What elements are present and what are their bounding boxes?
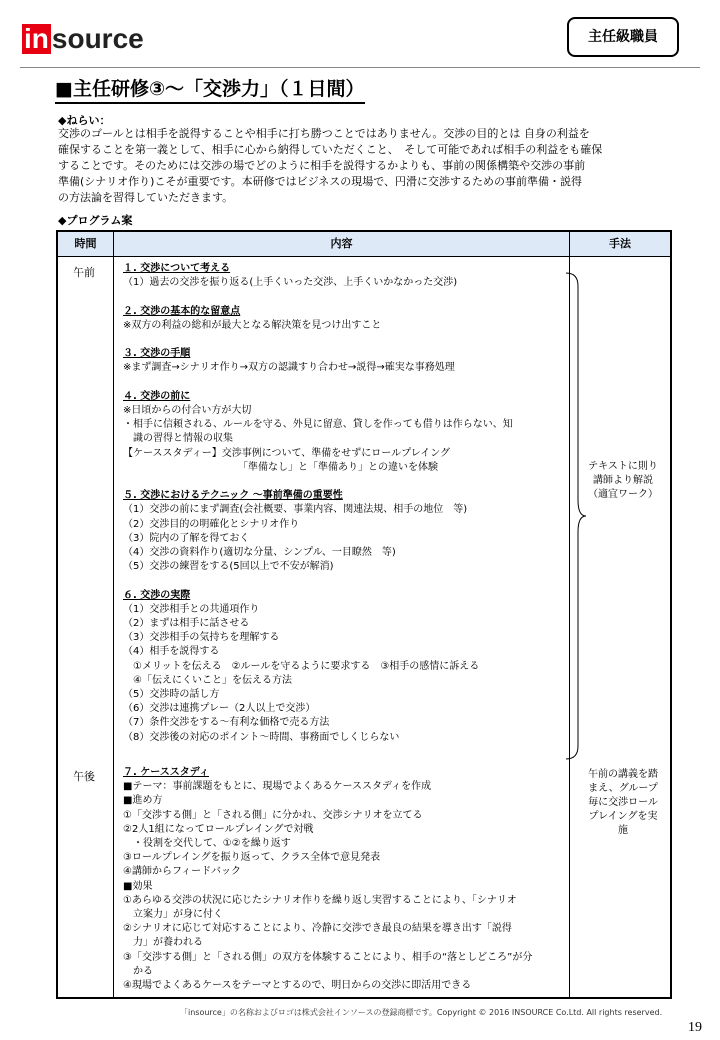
content-line: （1）交渉の前にまず調査(会社概要、事業内容、関連法規、相手の地位 等) [123,504,468,516]
content-line: （3）交渉相手の気持ちを理解する [123,632,280,644]
content-line: ①メリットを伝える ②ルールを守るように要求する ③相手の感情に訴える [123,660,480,672]
header-divider [20,67,700,68]
content-line [123,475,568,489]
content-line: ・役割を交代して、①②を繰り返す [123,838,291,850]
logo-in: in [24,23,49,54]
content-line: （1）交渉相手との共通項作り [123,603,260,615]
insource-logo [22,24,144,54]
content-line: 【ケーススタディー】交渉事例について、準備をせずにロールプレイング [123,447,450,459]
content-line: 「準備なし」と「準備あり」との違いを体験 [123,461,438,473]
content-line: ６. 交渉の実際 [123,589,191,601]
aim-label: ◆ねらい： [58,114,111,127]
content-line: ③「交渉する側」と「される側」の双方を体験することにより、相手の“落としどころ”が分 [123,951,533,963]
content-line: 立案力」が身に付く [123,909,223,921]
logo-source: source [51,23,144,54]
content-line: （7）条件交渉をする～有利な価格で売る方法 [123,717,330,729]
content-line: ■効果 [123,880,153,892]
method-line: 毎に交渉ロール [588,797,658,808]
aim-line: の方法論を習得していただきます。 [58,191,234,204]
method-line: 施 [618,825,628,836]
content-line: ■進め方 [123,795,163,807]
content-line: ※まず調査→シナリオ作り→双方の認識すり合わせ→説得→確実な事務処理 [123,362,455,374]
content-line: かる [123,965,153,977]
column-divider [113,232,114,997]
content-line: （8）交渉後の対応のポイント～時間、事務面でしくじらない [123,731,400,743]
content-line: 識の習得と情報の収集 [123,433,233,445]
program-table [56,230,672,999]
header-content: 内容 [330,237,353,250]
content-line: ・相手に信頼される、ルールを守る、外見に留意、貸しを作っても借りは作らない、知 [123,419,513,431]
level-badge: 主任級職員 [567,17,679,57]
content-line: ③ロールプレイングを振り返って、クラス全体で意見発表 [123,852,381,864]
content-line [123,333,568,347]
content-line [123,376,568,390]
method-line: （適宜ワーク） [588,489,658,500]
content-line [123,574,568,588]
header-time: 時間 [74,237,97,250]
content-line: ※双方の利益の総和が最大となる解決策を見つけ出すこと [123,319,382,331]
copyright-footer: 「insource」の名称およびロゴは株式会社インソースの登録商標です。Copyright © 2016 INSOURCE Co.Ltd. All rights reserved. [180,1008,663,1017]
content-line: ②シナリオに応じて対応することにより、冷静に交渉でき最良の結果を導き出す「説得 [123,923,512,935]
table-header [58,232,670,257]
pm-content [123,766,568,993]
content-line: （6）交渉は連携プレー（2人以上で交渉） [123,703,316,715]
content-line: （5）交渉の練習をする(5回以上で不安が解消) [123,561,334,573]
time-pm: 午後 [73,770,95,783]
method-line: 午前の講義を踏 [588,769,658,780]
content-line: （4）相手を説得する [123,646,220,658]
content-line: ■テーマ：事前課題をもとに、現場でよくあるケーススタディを作成 [123,781,432,793]
content-line: ④講師からフィードバック [123,866,241,878]
content-line: （1）過去の交渉を振り返る(上手くいった交渉、上手くいかなかった交渉) [123,277,458,289]
program-label: ◆プログラム案 [58,214,133,227]
content-line: ④「伝えにくいこと」を伝える方法 [123,674,292,686]
content-line: １. 交渉について考える [123,263,231,274]
aim-line: することです。そのためには交渉の場でどのように相手を説得するかよりも、事前の関係構築や交渉の事前 [58,159,586,172]
content-line: ７. ケーススタディ [123,767,209,778]
content-line: ３. 交渉の手順 [123,348,191,360]
content-line: ※日頃からの付合い方が大切 [123,404,252,416]
content-line: ４. 交渉の前に [123,390,191,402]
content-line: （2）まずは相手に話させる [123,618,250,629]
content-line: 力」が養われる [123,937,203,949]
method-line: まえ、グループ [588,783,658,794]
content-line: ①「交渉する側」と「される側」に分かれ、交渉シナリオを立てる [123,809,423,821]
header-method: 手法 [609,237,631,250]
content-line: （3）院内の了解を得ておく [123,532,250,544]
content-line: ２. 交渉の基本的な留意点 [123,305,241,317]
page-title: ■主任研修③～「交渉力」（１日間） [55,77,365,104]
am-method [576,460,670,502]
pm-method [576,768,670,838]
method-line: テキストに則り [588,461,658,472]
aim-line: 交渉のゴールとは相手を説得することや相手に打ち勝つことではありません。交渉の目的とは 自身の利益を [58,127,590,140]
aim-text [58,126,666,206]
content-line: （4）交渉の資料作り(適切な分量、シンプル、一目瞭然 等) [123,547,396,558]
time-am: 午前 [73,266,95,279]
content-line: （2）交渉目的の明確化とシナリオ作り [123,518,300,530]
aim-line: 確保することを第一義として、相手に心から納得していただくこと、 そして可能であれば相手の利益をも確保 [58,143,603,156]
content-line: ②2人1組になってロールプレイングで対戦 [123,823,314,835]
content-line: ５. 交渉におけるテクニック ～事前準備の重要性 [123,490,343,502]
content-line: ①あらゆる交渉の状況に応じたシナリオ作りを繰り返し実習することにより、「シナリオ [123,894,517,906]
method-line: 講師より解説 [593,475,653,486]
page-number: 19 [688,1020,702,1035]
am-content [123,262,568,745]
method-line: プレイングを実 [588,811,658,822]
right-brace-icon [564,272,588,760]
aim-line: 準備(シナリオ作り)こそが重要です。本研修ではビジネスの現場で、円滑に交渉するための事前準備・説得 [58,175,583,188]
content-line [123,290,568,304]
content-line: （5）交渉時の話し方 [123,689,220,701]
content-line: ④現場でよくあるケースをテーマとするので、明日からの交渉に即活用できる [123,980,472,992]
